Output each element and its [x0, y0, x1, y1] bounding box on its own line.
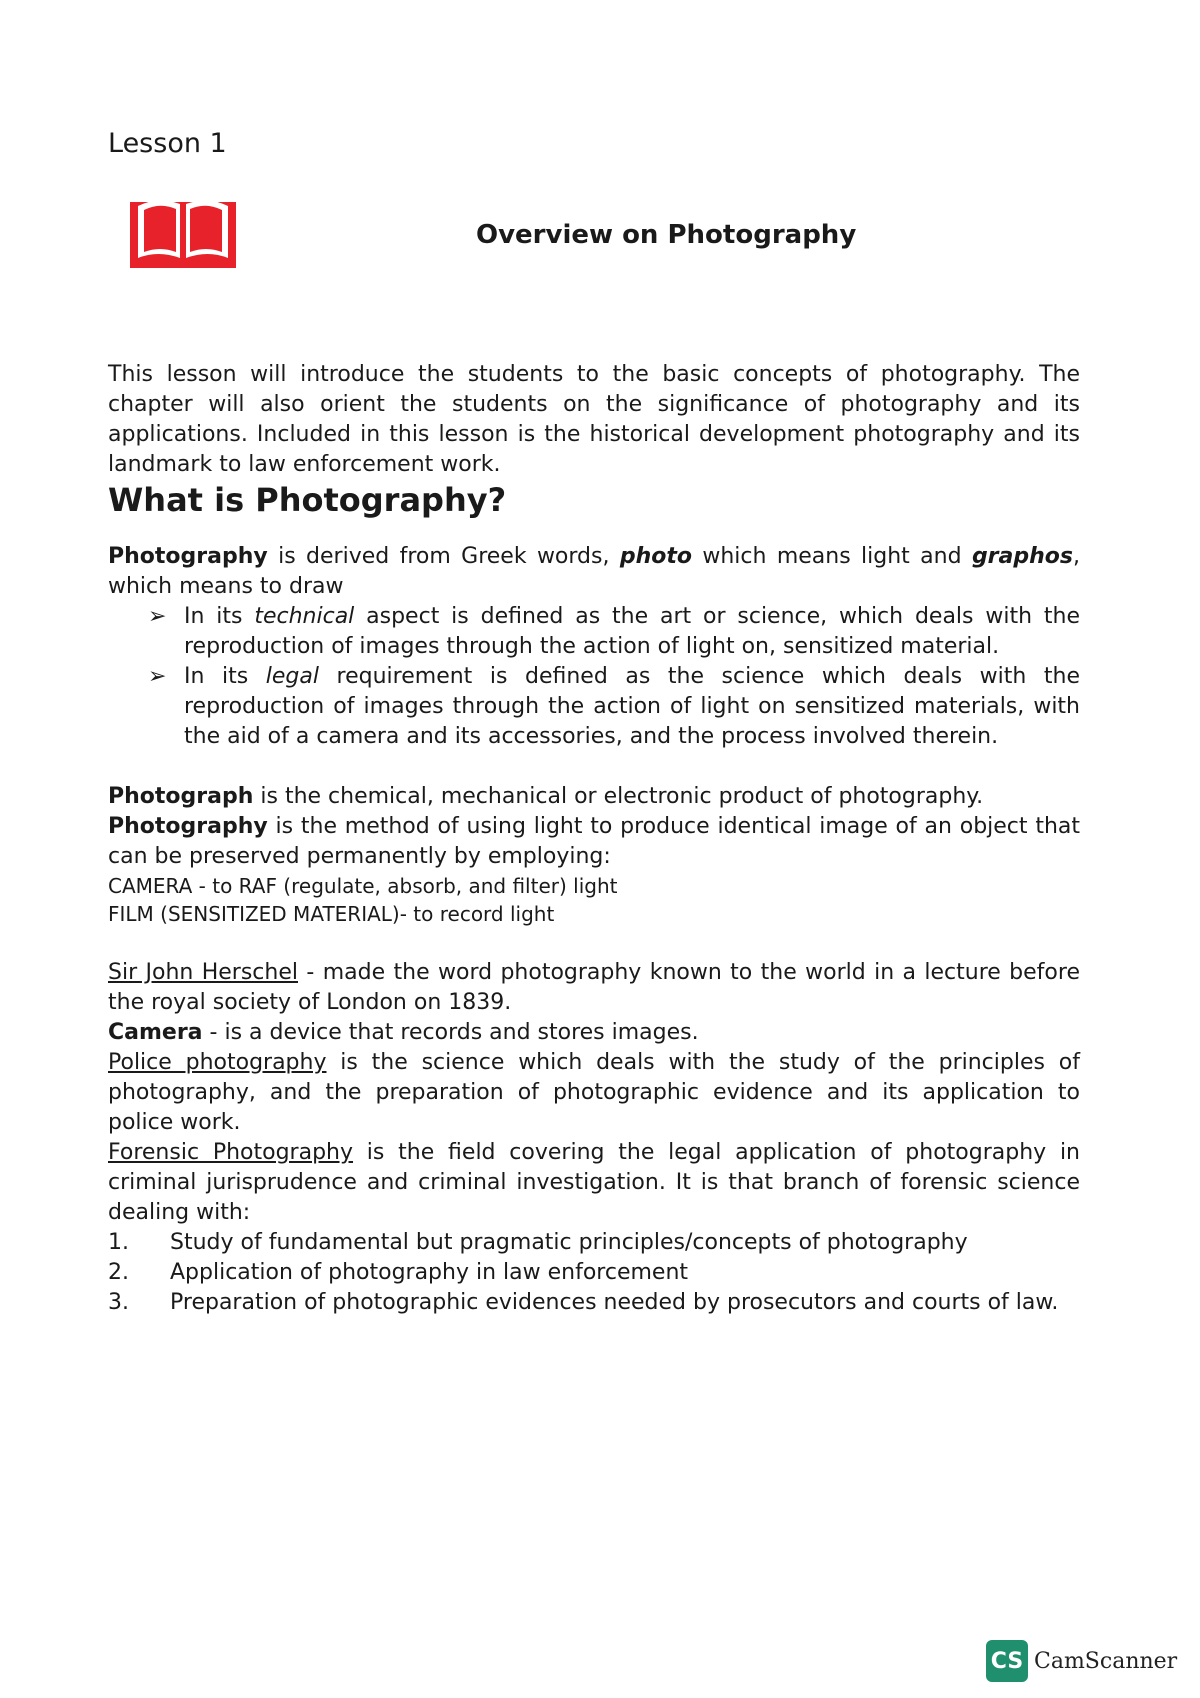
- section-heading: What is Photography?: [108, 481, 507, 519]
- arrow-bullet-icon: ➢: [148, 664, 167, 689]
- list-item: 1. Study of fundamental but pragmatic principles/concepts of photography: [108, 1230, 968, 1255]
- document-body: [108, 360, 1080, 1318]
- etymology-text-1: is derived from Greek words,: [267, 544, 620, 569]
- forensic-block: Forensic Photography is the field covering the legal application of photography in criminal jurisprudence and criminal investigation. It is that branch of forensic science dealing with: 1. Study of fundamental but pragmatic principles/concepts of photography 2. Application of photography in law enforcement 3. Preparation of photographic evidences needed by prosecutors and courts of law.: [108, 1138, 1080, 1318]
- list-item: ➢ In its technical aspect is defined as the art or science, which deals with the reproduction of images through the action of light on, sensitized material.: [148, 604, 1080, 659]
- list-item: ➢ In its legal requirement is defined as the science which deals with the reproduction of images through the action of light on sensitized materials, with the aid of a camera and its accessories, and the process involved therein.: [148, 664, 1080, 749]
- term-graphos: graphos: [971, 544, 1073, 569]
- term-police-photography: Police photography: [108, 1050, 327, 1075]
- method-definition: Photography is the method of using light to produce identical image of an object that can be preserved permanently by employing: CAMERA - to RAF (regulate, absorb, and filter) light FILM (SENSITIZED MATERIAL)- to record light: [108, 814, 1080, 926]
- term-photography: Photography: [108, 544, 268, 569]
- forensic-list: [108, 1228, 1080, 1318]
- etymology-paragraph: [108, 542, 1080, 602]
- camscanner-name: CamScanner: [1034, 1648, 1178, 1674]
- list-item: 3. Preparation of photographic evidences needed by prosecutors and courts of law.: [108, 1290, 1059, 1315]
- arrow-bullet-icon: ➢: [148, 604, 167, 629]
- list-item: 2. Application of photography in law enforcement: [108, 1260, 689, 1285]
- herschel-paragraph: Sir John Herschel - made the word photography known to the world in a lecture before the royal society of London on 1839.: [108, 960, 1080, 1015]
- camera-line: CAMERA - to RAF (regulate, absorb, and filter) light: [108, 874, 618, 898]
- intro-paragraph: This lesson will introduce the students to the basic concepts of photography. The chapter will also orient the students on the significance of photography and its applications. Included in this lesson is the historical development photography and its landmark to law enforcement work.: [108, 362, 1080, 477]
- term-legal: legal: [265, 664, 319, 689]
- police-photography-paragraph: Police photography is the science which deals with the study of the principles of photography, and the preparation of photographic evidence and its application to police work.: [108, 1050, 1080, 1135]
- term-technical: technical: [254, 604, 355, 629]
- lesson-label: Lesson 1: [108, 128, 227, 159]
- etymology-block: [108, 542, 1080, 752]
- definition-list: [108, 602, 1080, 752]
- film-line: FILM (SENSITIZED MATERIAL)- to record light: [108, 902, 555, 926]
- etymology-text-2: which means light and: [692, 544, 972, 569]
- document-title: Overview on Photography: [476, 220, 857, 250]
- camscanner-watermark: [986, 1640, 1177, 1682]
- etymology-text-3: , which means to draw: [108, 544, 1080, 599]
- term-forensic-photography: Forensic Photography: [108, 1140, 354, 1165]
- camscanner-logo-icon: CS: [986, 1640, 1028, 1682]
- term-herschel: Sir John Herschel: [108, 960, 298, 985]
- photograph-definition: Photograph is the chemical, mechanical or electronic product of photography.: [108, 784, 984, 809]
- term-photo: photo: [619, 544, 692, 569]
- book-icon: [128, 192, 238, 276]
- camera-definition: Camera - is a device that records and stores images.: [108, 1020, 699, 1045]
